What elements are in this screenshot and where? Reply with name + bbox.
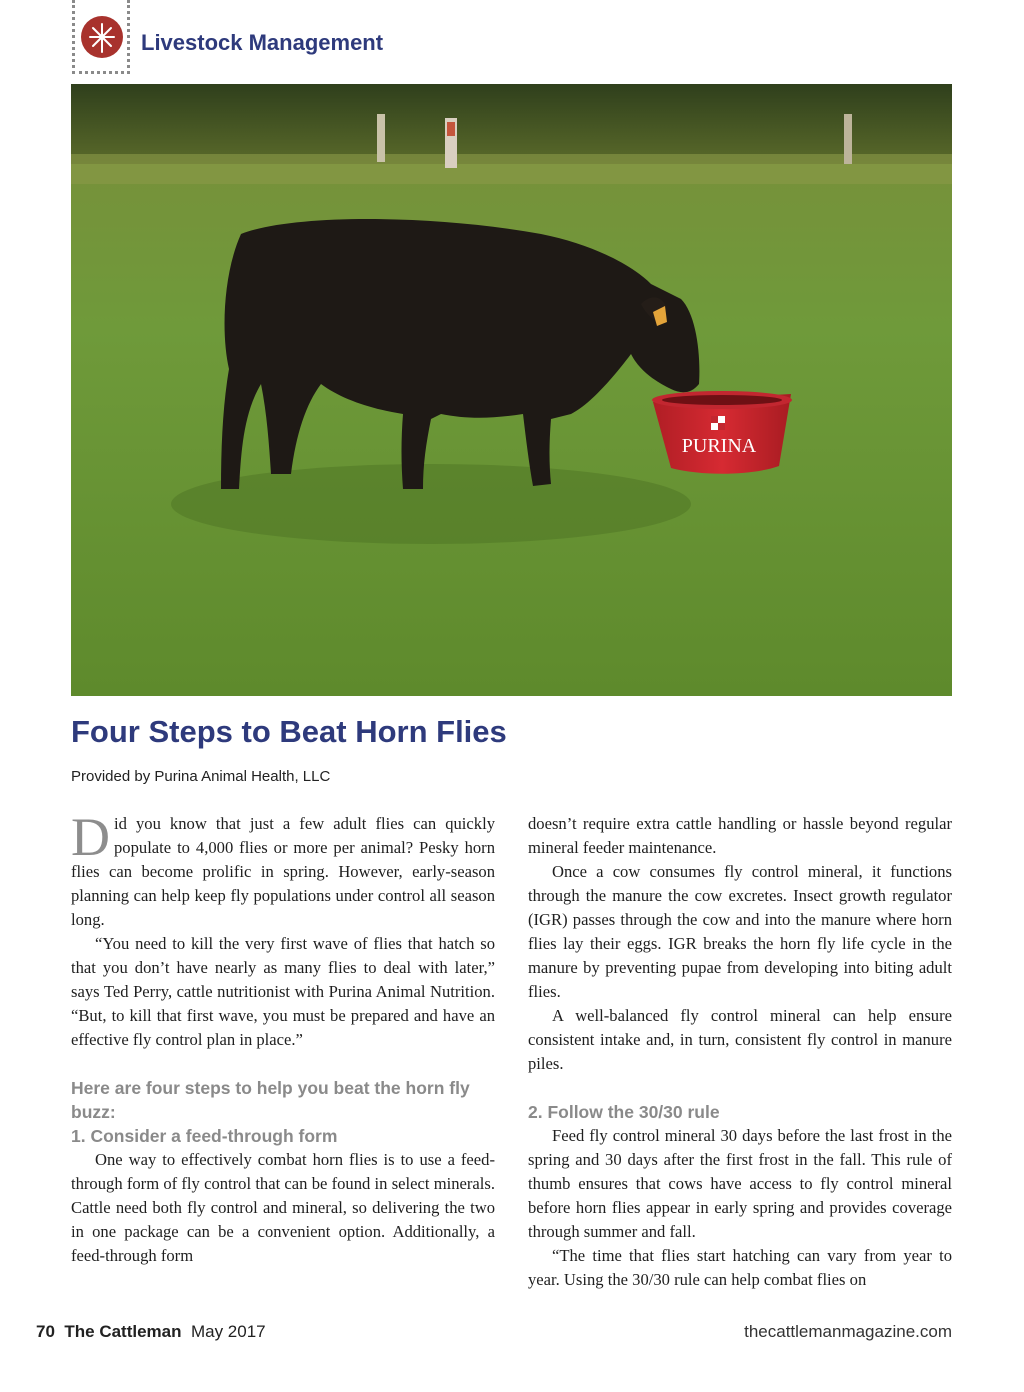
bucket-brand-label: PURINA — [681, 435, 757, 457]
publication-name: The Cattleman — [64, 1322, 182, 1341]
hero-photo — [71, 84, 952, 696]
article-title: Four Steps to Beat Horn Flies — [71, 714, 507, 749]
intro-text: id you know that just a few adult flies can quickly populate to 4,000 flies or more per animal? Pesky horn flies can become prolific in spring. However, early-season planning can help keep fly populations under control all season long. — [71, 814, 495, 929]
logo-circle — [81, 16, 123, 58]
step-2-heading: 2. Follow the 30/30 rule — [528, 1102, 720, 1122]
step-1-paragraph: One way to effectively combat horn flies is to use a feed-through form of fly control that can be found in select minerals. Cattle need both fly control and mineral, so delivering the two in one package can be a convenient option. Additionally, a feed-through form — [71, 1150, 495, 1265]
footer-left — [36, 1322, 266, 1342]
website-url[interactable]: thecattlemanmagazine.com — [744, 1322, 952, 1341]
continued-paragraph: doesn’t require extra cattle handling or hassle beyond regular mineral feeder maintenance. — [528, 814, 952, 857]
intro-paragraph — [71, 807, 495, 932]
step-1-heading: 1. Consider a feed-through form — [71, 1126, 338, 1146]
steps-subhead: Here are four steps to help you beat the horn fly buzz: — [71, 1078, 470, 1122]
windmill-icon — [81, 16, 123, 58]
drop-cap: D — [71, 807, 110, 867]
mineral-function-paragraph: Once a cow consumes fly control mineral, it functions through the manure the cow excretes. Insect growth regulator (IGR) passes through the cow and into the manure where horn flies lay their eggs. IGR breaks the horn fly life cycle in the manure by preventing pupae from developing into biting adult flies. — [528, 862, 952, 1001]
section-logo — [72, 0, 130, 74]
left-column — [71, 807, 495, 1268]
rule-paragraph: Feed fly control mineral 30 days before the last frost in the spring and 30 days after the first frost in the fall. This rule of thumb ensures that cows have access to fly control mineral before horn flies appear in early spring and provides coverage through summer and fall. — [528, 1126, 952, 1241]
consistent-intake-paragraph: A well-balanced fly control mineral can help ensure consistent intake and, in turn, consistent fly control in manure piles. — [528, 1006, 952, 1073]
page-number: 70 — [36, 1322, 55, 1341]
right-column — [528, 812, 952, 1292]
issue-date: May 2017 — [190, 1322, 266, 1341]
timing-paragraph: “The time that flies start hatching can vary from year to year. Using the 30/30 rule can help combat flies on — [528, 1246, 952, 1289]
section-header — [72, 0, 772, 76]
cow-photo-illustration — [71, 84, 952, 696]
byline: Provided by Purina Animal Health, LLC — [71, 768, 331, 785]
quote-paragraph: “You need to kill the very first wave of flies that hatch so that you don’t have nearly as many flies to deal with later,” says Ted Perry, cattle nutritionist with Purina Animal Nutrition. “But, to kill that first wave, you must be prepared and have an effective fly control plan in place.” — [71, 934, 495, 1049]
section-title: Livestock Management — [141, 30, 384, 55]
